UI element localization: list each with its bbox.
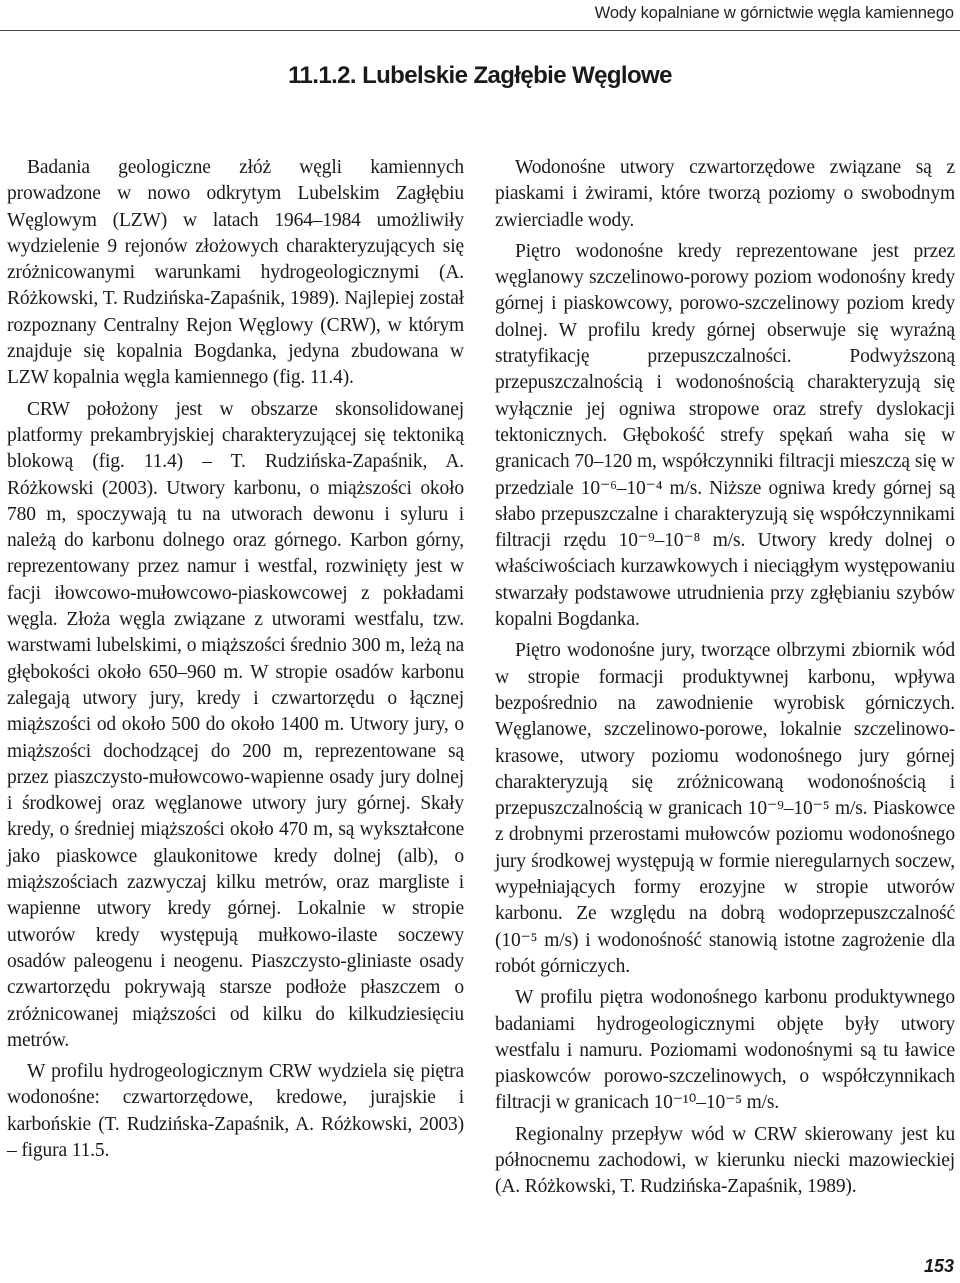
paragraph: CRW położony jest w obszarze skonsolidowanej platformy prekambryjskiej charakteryzującej się tektoniką blokową (fig. 11.4) – T. Rudzińska-Zapaśnik, A. Różkowski (2003). Utwory karbonu, o miąższości około 780 m, spoczywają tu na utworach dewonu i syluru i należą do karbonu dolnego oraz górnego. Karbon górny, reprezentowany przez namur i westfal, rozwinięty jest w facji iłowcowo-mułowcowo-piaskowcowej z pokładami węgla. Złoża węgla związane z utworami westfalu, tzw. warstwami lubelskimi, o miąższości średnio 300 m, leżą na głębokości około 650–960 m. W stropie osadów karbonu zalegają utwory jury, kredy i czwartorzędu o łącznej miąższości od około 500 do około 1400 m. Utwory jury, o miąższości dochodzącej do 200 m, reprezentowane są przez piaszczysto-mułowcowo-wapienne osady jury dolnej i środkowej oraz węglanowe utwory jury górnej. Skały kredy, o średniej miąższości około 470 m, są wykształcone jako piaskowce glaukonitowe kredy dolnej (alb), o miąższościach zazwyczaj kilku metrów, oraz margliste i wapienne utwory kredy górnej. Lokalnie w stropie utworów kredy występują mułkowo-ilaste soczewy osadów paleogenu i neogenu. Piaszczysto-gliniaste osady czwartorzędu pokrywają starsze podłoże płaszczem o zróżnicowanej miąższości od kilku do kilkudziesięciu metrów.: [7, 398, 464, 1051]
paragraph: Piętro wodonośne jury, tworzące olbrzymi zbiornik wód w stropie formacji produktywnej karbonu, wpływa bezpośrednio na zawodnienie wyrobisk górniczych. Węglanowe, szczelinowo-porowe, lokalnie szczelinowo-krasowe, utwory poziomu wodonośnego jury górnej charakteryzują się zróżnicowaną wodonośnością i przepuszczalnością w granicach 10⁻⁹–10⁻⁵ m/s. Piaskowce z drobnymi przerostami mułowców poziomu wodonośnego jury środkowej występują w formie nieregularnych soczew, wypełniających formy erozyjne w stropie utworów karbonu. Ze względu na dobrą wodoprzepuszczalność (10⁻⁵ m/s) i wodonośność stanowią istotne zagrożenie dla robót górniczych.: [495, 640, 955, 977]
page-number: 153: [923, 1256, 954, 1276]
right-column: [495, 155, 955, 1206]
running-head: Wody kopalniane w górnictwie węgla kamiennego: [594, 4, 954, 22]
header-divider: [0, 30, 960, 31]
paragraph: W profilu hydrogeologicznym CRW wydziela się piętra wodonośne: czwartorzędowe, kredowe, jurajskie i karbońskie (T. Rudzińska-Zapaśnik, A. Różkowski, 2003) – figura 11.5.: [7, 1061, 464, 1161]
section-title: 11.1.2. Lubelskie Zagłębie Węglowe: [288, 62, 672, 89]
paragraph: W profilu piętra wodonośnego karbonu produktywnego badaniami hydrogeologicznymi objęte były utwory westfalu i namuru. Poziomami wodonośnymi są tu ławice piaskowców porowo-szczelinowych, o współczynnikach filtracji w granicach 10⁻¹⁰–10⁻⁵ m/s.: [495, 987, 955, 1114]
left-column: [7, 155, 464, 1169]
paragraph: Piętro wodonośne kredy reprezentowane jest przez węglanowy szczelinowo-porowy poziom wodonośny kredy górnej i piaskowcowy, porowo-szczelinowy poziom kredy dolnej. W profilu kredy górnej obserwuje się wyraźną stratyfikację przepuszczalności. Podwyższoną przepuszczalnością i wodonośnością charakteryzują się wyłącznie jej ogniwa stropowe oraz strefy dyslokacji tektonicznych. Głębokość strefy spękań waha się w granicach 70–120 m, współczynniki filtracji mieszczą się w przedziale 10⁻⁶–10⁻⁴ m/s. Niższe ogniwa kredy górnej są słabo przepuszczalne i charakteryzują się współczynnikami filtracji rzędu 10⁻⁹–10⁻⁸ m/s. Utwory kredy dolnej o właściwościach kurzawkowych i nieciągłym występowaniu stwarzały podstawowe utrudnienia przy zgłębianiu szybów kopalni Bogdanka.: [495, 240, 955, 631]
paragraph: Wodonośne utwory czwartorzędowe związane są z piaskami i żwirami, które tworzą poziomy o swobodnym zwierciadle wody.: [495, 157, 955, 231]
paragraph: Badania geologiczne złóż węgli kamiennych prowadzone w nowo odkrytym Lubelskim Zagłębiu Węglowym (LZW) w latach 1964–1984 umożliwiły wydzielenie 9 rejonów złożowych charakteryzujących się zróżnicowanymi warunkami hydrogeologicznymi (A. Różkowski, T. Rudzińska-Zapaśnik, 1989). Najlepiej został rozpoznany Centralny Rejon Węglowy (CRW), w którym znajduje się kopalnia Bogdanka, jedyna zbudowana w LZW kopalnia węgla kamiennego (fig. 11.4).: [7, 157, 464, 389]
paragraph: Regionalny przepływ wód w CRW skierowany jest ku północnemu zachodowi, w kierunku niecki mazowieckiej (A. Różkowski, T. Rudzińska-Zapaśnik, 1989).: [495, 1123, 955, 1198]
